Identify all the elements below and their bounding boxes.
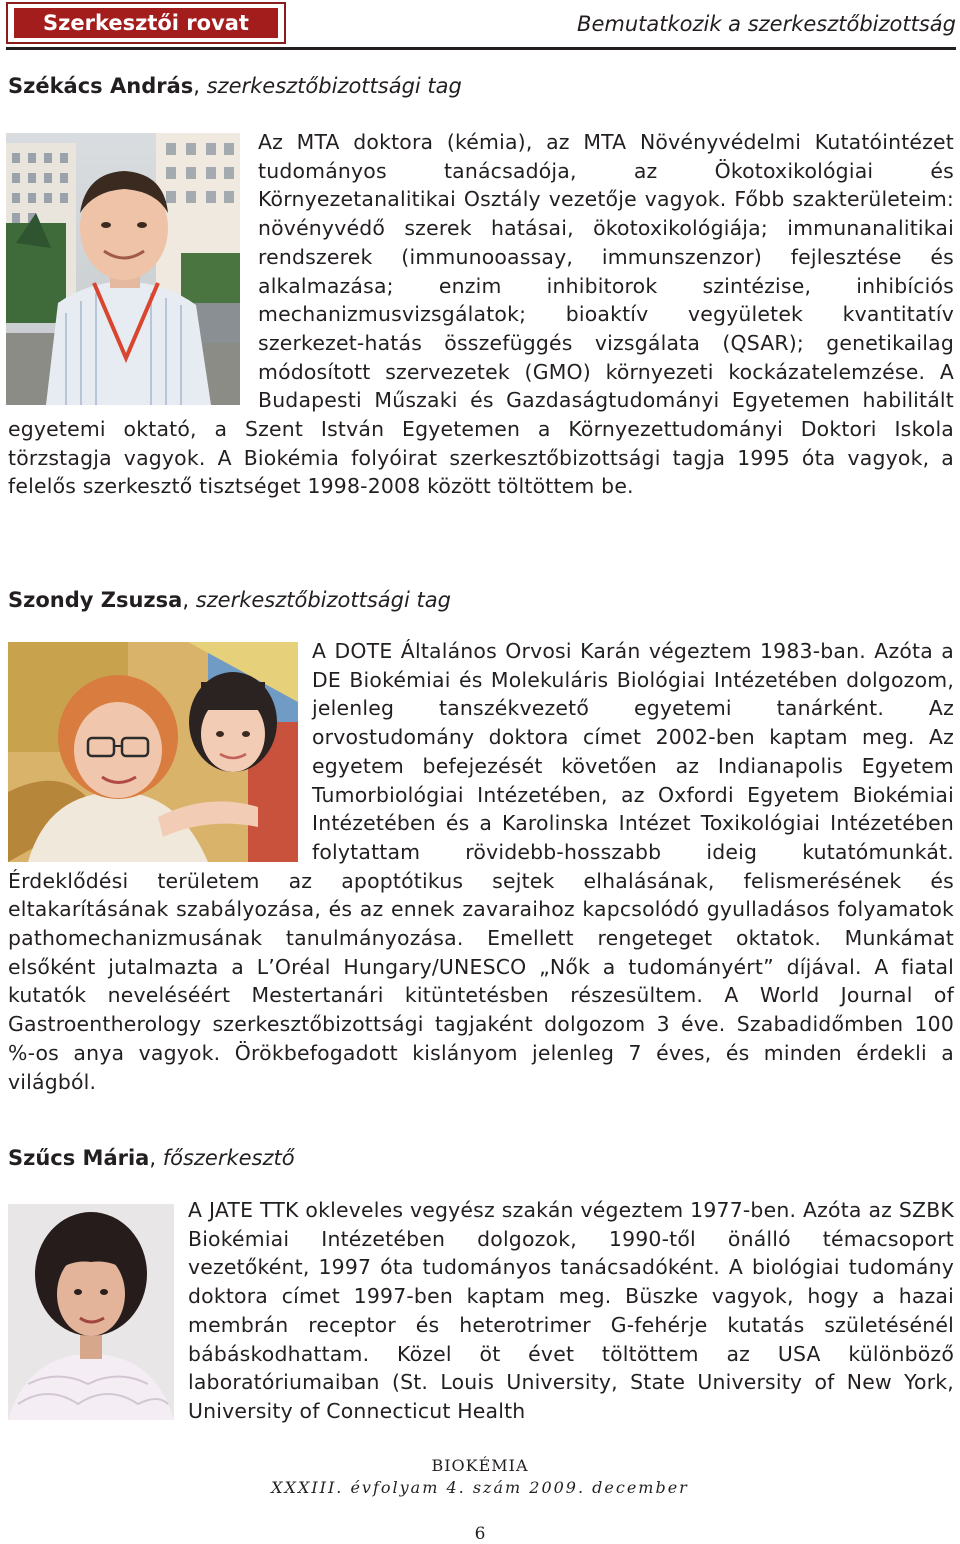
profile-2-separator: , <box>182 588 196 612</box>
footer-issue-info: XXXIII. évfolyam 4. szám 2009. december <box>271 1478 689 1497</box>
profile-1-bio-text: Az MTA doktora (kémia), az MTA Növényvédelmi Kutatóintézet tudományos tanácsadója, az Ökotoxikológiai és Környezetanalitikai Osztály vezetője vagyok. Főbb szakterületeim: növényvédő szerek hatásai, ökotoxikológiája; immunanalitikai rendszerek (immunooassay, immunszenzor) fejlesztése és alkalmazása; enzim inhibitorok szintézise, inhibíciós mechanizmusvizsgálatok; bioaktív vegyületek kvantitatív szerkezet-hatás összefüggés vizsgálata (QSAR); genetikailag módosított szervezetek (GMO) környezeti kockázatelemzése. A Budapesti Műszaki és Gazdaságtudományi Egyetemen habilitált egyetemi oktató, a Szent István Egyetemen a Környezettudományi Doktori Iskola törzstagja vagyok. A Biokémia folyóirat szerkesztőbizottsági tagja 1995 óta vagyok, a felelős szerkesztő tisztséget 1998-2008 között töltöttem be. <box>8 130 954 499</box>
profile-2-bio-text: A DOTE Általános Orvosi Karán végeztem 1983-ban. Azóta a DE Biokémiai és Molekuláris Biológiai Intézetében dolgozom, jelenleg tanszékvezető egyetemi tanárként. Az orvostudomány doktora címet 2002-ben kaptam meg. Az egyetem befejezését követően az Indianapolis Egyetem Tumorbiológiai Intézetében, az Oxfordi Egyetem Biokémiai Intézetében és a Karolinska Intézet Toxikológiai Intézetében folytattam rövidebb-hosszabb ideig kutatómunkát. Érdeklődési területem az apoptótikus sejtek elhalásának, felismerésének és eltakarításának szabályozása, és az ennek zavaraihoz kapcsolódó gyulladásos folyamatok pathomechanizmusának tanulmányozása. Emellett rengeteget oktatok. Munkámat elsőként jutalmazta a L’Oréal Hungary/UNESCO „Nők a tudományért” díjával. A fiatal kutatók neveléséért Mestertanári kitüntetésben részesültem. A World Journal of Gastroentherology szerkesztőbizottsági tagjaként dolgozom 3 éve. Szabadidőmben 100 %-os anya vagyok. Örökbefogadott kislányom jelenleg 7 éves, és minden érdekli a világból. <box>8 639 954 1094</box>
profile-3-bio <box>8 1196 954 1426</box>
profile-1-role: szerkesztőbizottsági tag <box>206 74 462 98</box>
profile-1-name: Székács András <box>8 74 194 98</box>
section-label: Szerkesztői rovat <box>14 8 278 38</box>
profile-3-role: főszerkesztő <box>162 1146 295 1170</box>
profile-3-separator: , <box>149 1146 163 1170</box>
profile-1-bio <box>8 128 954 501</box>
profile-2-role: szerkesztőbizottsági tag <box>195 588 451 612</box>
header-divider <box>6 47 956 50</box>
profile-2-name: Szondy Zsuzsa <box>8 588 183 612</box>
profile-3-name: Szűcs Mária <box>8 1146 150 1170</box>
profile-2-bio <box>8 637 954 1096</box>
profile-3-photo <box>8 1204 174 1420</box>
profile-3-heading <box>8 1144 295 1172</box>
profile-3-bio-text: A JATE TTK okleveles vegyész szakán végeztem 1977-ben. Azóta az SZBK Biokémiai Intézetében dolgozok, 1990-től önálló témacsoport vezetőként, 1997 óta tudományos tanácsadóként. A biológiai tudomány doktora címet 1997-ben kaptam meg. Büszke vagyok, hogy a hazai membrán receptor és heterotrimer G-fehérje kutatás születésénél bábáskodhattam. Közel öt évet töltöttem az USA különböző laboratóriumaiban (St. Louis University, State University of New York, University of Connecticut Health <box>188 1198 954 1423</box>
page-number: 6 <box>474 1524 486 1544</box>
profile-1-heading <box>8 72 462 100</box>
section-label-box <box>6 2 286 44</box>
profile-2-heading <box>8 586 451 614</box>
profile-2-photo <box>8 642 298 862</box>
running-header: Bemutatkozik a szerkesztőbizottság <box>577 12 956 36</box>
profile-1-photo <box>6 133 240 405</box>
profile-1-separator: , <box>193 74 207 98</box>
footer-journal-name: BIOKÉMIA <box>431 1456 529 1475</box>
